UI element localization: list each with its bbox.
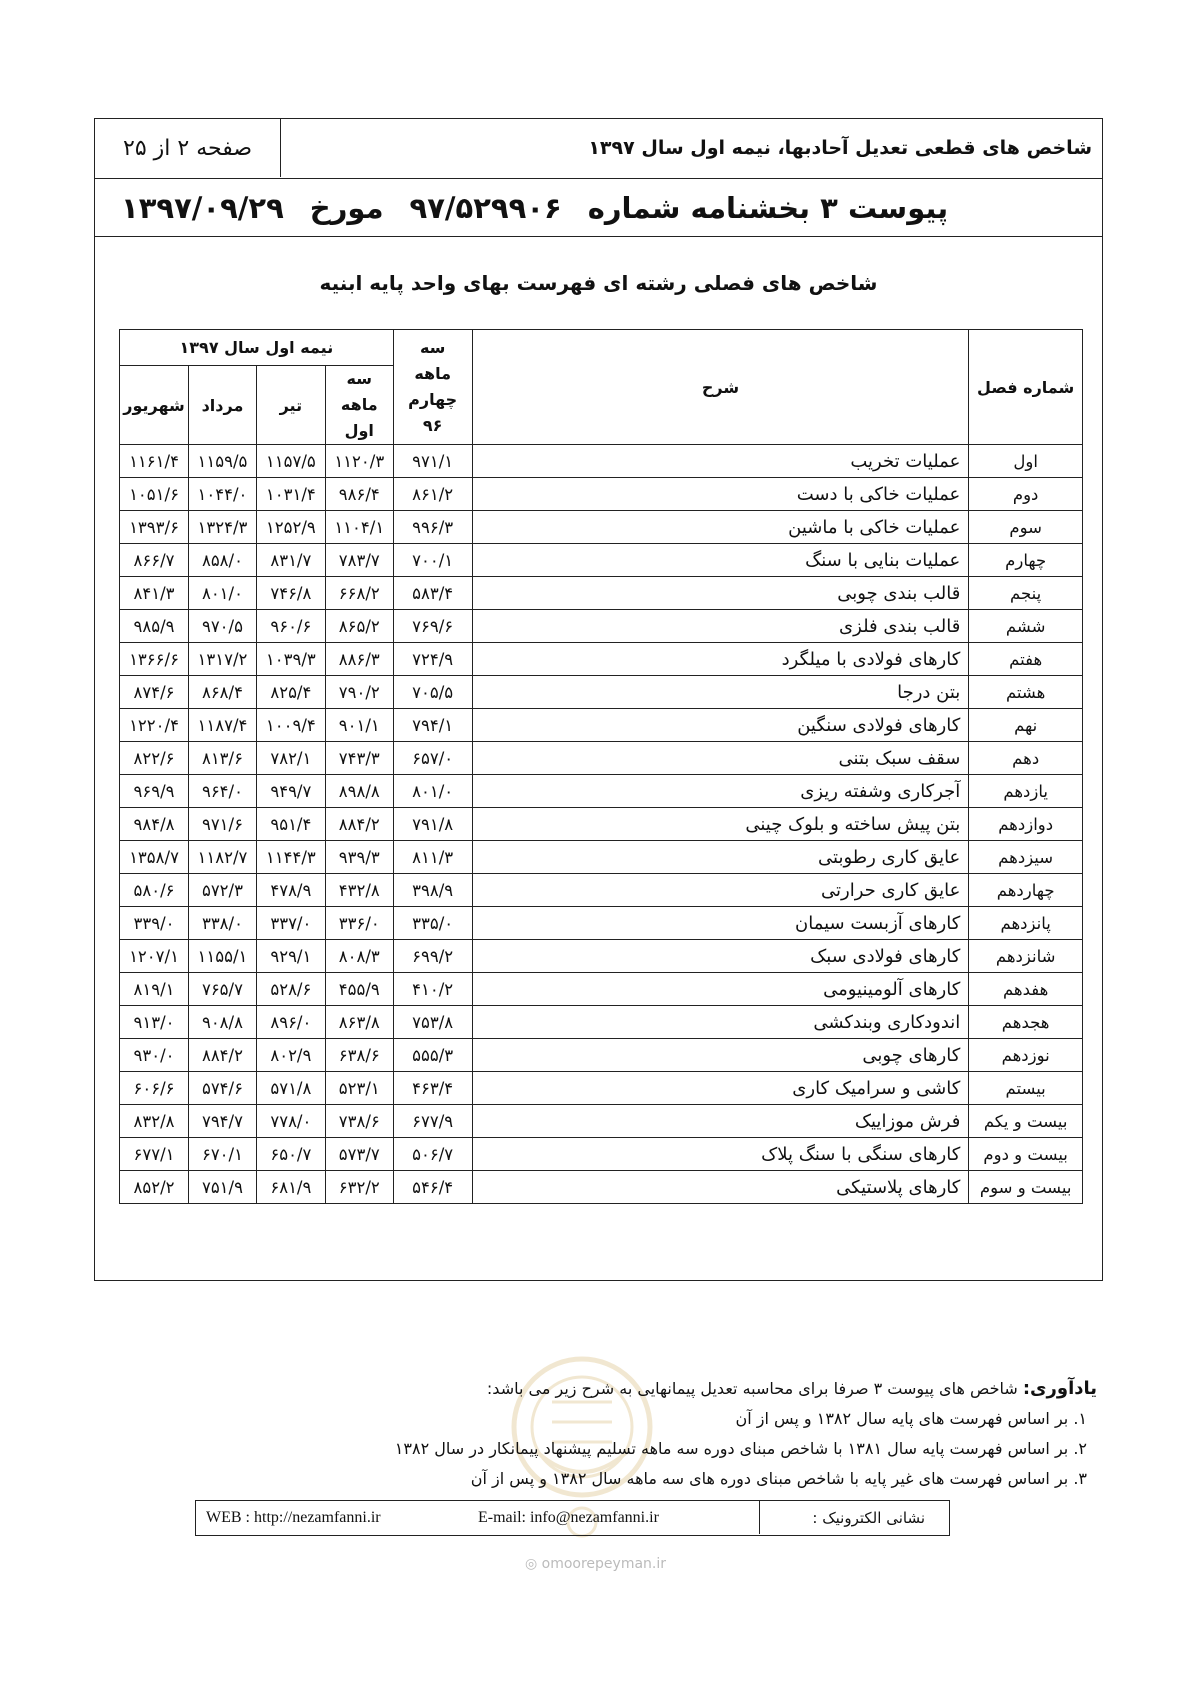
q4-96-cell: ۴۱۰/۲ bbox=[393, 973, 472, 1006]
mordad-cell: ۱۱۵۵/۱ bbox=[189, 940, 257, 973]
shahrivar-cell: ۹۸۴/۸ bbox=[120, 808, 189, 841]
header-q4-96-label: سه ماهه چهارم ۹۶ bbox=[408, 338, 458, 435]
mordad-cell: ۹۶۴/۰ bbox=[189, 775, 257, 808]
shahrivar-cell: ۹۶۹/۹ bbox=[120, 775, 189, 808]
chapter-number-cell: یازدهم bbox=[969, 775, 1083, 808]
header-row-annex bbox=[95, 179, 1102, 237]
q1-cell: ۵۷۳/۷ bbox=[325, 1138, 393, 1171]
q4-96-cell: ۴۶۳/۴ bbox=[393, 1072, 472, 1105]
q4-96-cell: ۷۹۴/۱ bbox=[393, 709, 472, 742]
shahrivar-cell: ۸۵۲/۲ bbox=[120, 1171, 189, 1204]
note-item: ۲. بر اساس فهرست پایه سال ۱۳۸۱ با شاخص مبنای دوره سه ماهه تسلیم پیشنهاد پیمانکار در سال ۱۳۸۲ bbox=[394, 1439, 1087, 1458]
shahrivar-cell: ۱۳۹۳/۶ bbox=[120, 511, 189, 544]
tir-cell: ۶۸۱/۹ bbox=[256, 1171, 325, 1204]
chapter-number-cell: سوم bbox=[969, 511, 1083, 544]
mordad-cell: ۷۶۵/۷ bbox=[189, 973, 257, 1006]
table-row bbox=[120, 610, 1083, 643]
chapter-number-cell: چهاردهم bbox=[969, 874, 1083, 907]
reminder-note bbox=[87, 1374, 1097, 1494]
q4-96-cell: ۵۸۳/۴ bbox=[393, 577, 472, 610]
q1-cell: ۵۲۳/۱ bbox=[325, 1072, 393, 1105]
page-frame bbox=[94, 118, 1103, 1281]
description-cell: عملیات بنایی با سنگ bbox=[472, 544, 969, 577]
tir-cell: ۱۱۴۴/۳ bbox=[256, 841, 325, 874]
annex-label: پیوست ۳ بخشنامه شماره bbox=[587, 190, 949, 225]
description-cell: کارهای پلاستیکی bbox=[472, 1171, 969, 1204]
table-row bbox=[120, 1138, 1083, 1171]
chapter-number-cell: سیزدهم bbox=[969, 841, 1083, 874]
chapter-number-cell: ششم bbox=[969, 610, 1083, 643]
description-cell: عایق کاری حرارتی bbox=[472, 874, 969, 907]
description-cell: بتن پیش ساخته و بلوک چینی bbox=[472, 808, 969, 841]
tir-cell: ۳۳۷/۰ bbox=[256, 907, 325, 940]
shahrivar-cell: ۶۰۶/۶ bbox=[120, 1072, 189, 1105]
shahrivar-cell: ۸۷۴/۶ bbox=[120, 676, 189, 709]
q4-96-cell: ۷۹۱/۸ bbox=[393, 808, 472, 841]
section-title: شاخص های فصلی رشته ای فهرست بهای واحد پایه ابنیه bbox=[319, 271, 878, 295]
table-row bbox=[120, 1006, 1083, 1039]
tir-cell: ۸۹۶/۰ bbox=[256, 1006, 325, 1039]
q4-96-cell: ۶۵۷/۰ bbox=[393, 742, 472, 775]
shahrivar-cell: ۸۱۹/۱ bbox=[120, 973, 189, 1006]
shahrivar-cell: ۶۷۷/۱ bbox=[120, 1138, 189, 1171]
table-row bbox=[120, 1072, 1083, 1105]
chapter-number-cell: بیست و دوم bbox=[969, 1138, 1083, 1171]
q1-cell: ۳۳۶/۰ bbox=[325, 907, 393, 940]
header-tir: تیر bbox=[256, 366, 325, 445]
tir-cell: ۸۳۱/۷ bbox=[256, 544, 325, 577]
description-cell: کارهای آزبست سیمان bbox=[472, 907, 969, 940]
chapter-number-cell: اول bbox=[969, 445, 1083, 478]
q1-cell: ۴۳۲/۸ bbox=[325, 874, 393, 907]
q1-cell: ۱۱۰۴/۱ bbox=[325, 511, 393, 544]
table-row bbox=[120, 1171, 1083, 1204]
table-row bbox=[120, 874, 1083, 907]
index-table bbox=[119, 329, 1083, 1204]
description-cell: آجرکاری وشفته ریزی bbox=[472, 775, 969, 808]
q4-96-cell: ۸۱۱/۳ bbox=[393, 841, 472, 874]
q4-96-cell: ۷۰۰/۱ bbox=[393, 544, 472, 577]
description-cell: قالب بندی چوبی bbox=[472, 577, 969, 610]
mordad-cell: ۱۱۸۷/۴ bbox=[189, 709, 257, 742]
description-cell: عملیات خاکی با دست bbox=[472, 478, 969, 511]
table-row bbox=[120, 940, 1083, 973]
description-cell: سقف سبک بتنی bbox=[472, 742, 969, 775]
q4-96-cell: ۵۵۵/۳ bbox=[393, 1039, 472, 1072]
description-cell: کارهای فولادی سنگین bbox=[472, 709, 969, 742]
mordad-cell: ۹۷۰/۵ bbox=[189, 610, 257, 643]
q1-cell: ۸۸۶/۳ bbox=[325, 643, 393, 676]
shahrivar-cell: ۵۸۰/۶ bbox=[120, 874, 189, 907]
mordad-cell: ۸۶۸/۴ bbox=[189, 676, 257, 709]
chapter-number-cell: دوازدهم bbox=[969, 808, 1083, 841]
q1-cell: ۶۳۲/۲ bbox=[325, 1171, 393, 1204]
tir-cell: ۱۱۵۷/۵ bbox=[256, 445, 325, 478]
tir-cell: ۴۷۸/۹ bbox=[256, 874, 325, 907]
table-row bbox=[120, 544, 1083, 577]
q1-cell: ۸۸۴/۲ bbox=[325, 808, 393, 841]
chapter-number-cell: بیست و یکم bbox=[969, 1105, 1083, 1138]
description-cell: فرش موزاییک bbox=[472, 1105, 969, 1138]
q1-cell: ۴۵۵/۹ bbox=[325, 973, 393, 1006]
tir-cell: ۱۲۵۲/۹ bbox=[256, 511, 325, 544]
q4-96-cell: ۹۷۱/۱ bbox=[393, 445, 472, 478]
mordad-cell: ۱۳۲۴/۳ bbox=[189, 511, 257, 544]
circular-date: ۱۳۹۷/۰۹/۲۹ bbox=[121, 190, 284, 225]
dated-label: مورخ bbox=[309, 190, 384, 225]
chapter-number-cell: دهم bbox=[969, 742, 1083, 775]
mordad-cell: ۱۳۱۷/۲ bbox=[189, 643, 257, 676]
tir-cell: ۵۲۸/۶ bbox=[256, 973, 325, 1006]
q1-cell: ۹۳۹/۳ bbox=[325, 841, 393, 874]
tir-cell: ۶۵۰/۷ bbox=[256, 1138, 325, 1171]
site-watermark-text: omoorepeyman.ir bbox=[541, 1556, 667, 1572]
table-row bbox=[120, 511, 1083, 544]
q1-cell: ۷۸۳/۷ bbox=[325, 544, 393, 577]
mordad-cell: ۳۳۸/۰ bbox=[189, 907, 257, 940]
header-chapter-no: شماره فصل bbox=[969, 330, 1083, 445]
shahrivar-cell: ۹۱۳/۰ bbox=[120, 1006, 189, 1039]
tir-cell: ۹۶۰/۶ bbox=[256, 610, 325, 643]
shahrivar-cell: ۱۲۲۰/۴ bbox=[120, 709, 189, 742]
table-row bbox=[120, 709, 1083, 742]
shahrivar-cell: ۱۱۶۱/۴ bbox=[120, 445, 189, 478]
header-shahrivar: شهریور bbox=[120, 366, 189, 445]
shahrivar-cell: ۱۰۵۱/۶ bbox=[120, 478, 189, 511]
q4-96-cell: ۷۶۹/۶ bbox=[393, 610, 472, 643]
chapter-number-cell: نوزدهم bbox=[969, 1039, 1083, 1072]
q1-cell: ۸۰۸/۳ bbox=[325, 940, 393, 973]
header-first-half: نیمه اول سال ۱۳۹۷ bbox=[120, 330, 394, 366]
circular-number: ۹۷/۵۲۹۹۰۶ bbox=[409, 190, 562, 225]
header-q1-label: سه ماهه اول bbox=[340, 369, 378, 440]
site-watermark: ◎ omoorepeyman.ir bbox=[524, 1556, 667, 1572]
header-mordad: مرداد bbox=[189, 366, 257, 445]
tir-cell: ۱۰۳۱/۴ bbox=[256, 478, 325, 511]
tir-cell: ۸۰۲/۹ bbox=[256, 1039, 325, 1072]
description-cell: قالب بندی فلزی bbox=[472, 610, 969, 643]
shahrivar-cell: ۸۴۱/۳ bbox=[120, 577, 189, 610]
table-row bbox=[120, 445, 1083, 478]
q4-96-cell: ۵۰۶/۷ bbox=[393, 1138, 472, 1171]
header-description: شرح bbox=[472, 330, 969, 445]
q4-96-cell: ۶۷۷/۹ bbox=[393, 1105, 472, 1138]
header-q4-96 bbox=[393, 330, 472, 445]
table-row bbox=[120, 808, 1083, 841]
contact-box bbox=[195, 1500, 950, 1536]
description-cell: عملیات تخریب bbox=[472, 445, 969, 478]
q4-96-cell: ۹۹۶/۳ bbox=[393, 511, 472, 544]
description-cell: کارهای آلومینیومی bbox=[472, 973, 969, 1006]
email-link[interactable]: E-mail: info@nezamfanni.ir bbox=[478, 1509, 659, 1526]
note-text: شاخص های پیوست ۳ صرفا برای محاسبه تعدیل پیمانهایی به شرح زیر می باشد: bbox=[486, 1379, 1018, 1398]
table-row bbox=[120, 742, 1083, 775]
table-row bbox=[120, 907, 1083, 940]
tir-cell: ۷۷۸/۰ bbox=[256, 1105, 325, 1138]
q1-cell: ۹۰۱/۱ bbox=[325, 709, 393, 742]
mordad-cell: ۸۱۳/۶ bbox=[189, 742, 257, 775]
mordad-cell: ۱۱۸۲/۷ bbox=[189, 841, 257, 874]
q4-96-cell: ۶۹۹/۲ bbox=[393, 940, 472, 973]
chapter-number-cell: هجدهم bbox=[969, 1006, 1083, 1039]
description-cell: عایق کاری رطوبتی bbox=[472, 841, 969, 874]
q1-cell: ۷۹۰/۲ bbox=[325, 676, 393, 709]
note-label: یادآوری: bbox=[1022, 1378, 1097, 1399]
table-row bbox=[120, 775, 1083, 808]
shahrivar-cell: ۸۲۲/۶ bbox=[120, 742, 189, 775]
mordad-cell: ۱۰۴۴/۰ bbox=[189, 478, 257, 511]
tir-cell: ۱۰۰۹/۴ bbox=[256, 709, 325, 742]
tir-cell: ۸۲۵/۴ bbox=[256, 676, 325, 709]
table-row bbox=[120, 478, 1083, 511]
mordad-cell: ۸۰۱/۰ bbox=[189, 577, 257, 610]
chapter-number-cell: هفدهم bbox=[969, 973, 1083, 1006]
tir-cell: ۷۴۶/۸ bbox=[256, 577, 325, 610]
q4-96-cell: ۳۳۵/۰ bbox=[393, 907, 472, 940]
website-link[interactable]: WEB : http://nezamfanni.ir bbox=[206, 1509, 381, 1526]
q4-96-cell: ۷۵۳/۸ bbox=[393, 1006, 472, 1039]
chapter-number-cell: بیست و سوم bbox=[969, 1171, 1083, 1204]
chapter-number-cell: شانزدهم bbox=[969, 940, 1083, 973]
chapter-number-cell: هشتم bbox=[969, 676, 1083, 709]
tir-cell: ۵۷۱/۸ bbox=[256, 1072, 325, 1105]
mordad-cell: ۸۸۴/۲ bbox=[189, 1039, 257, 1072]
tir-cell: ۱۰۳۹/۳ bbox=[256, 643, 325, 676]
q1-cell: ۷۳۸/۶ bbox=[325, 1105, 393, 1138]
table-row bbox=[120, 676, 1083, 709]
document-title: شاخص های قطعی تعدیل آحادبها، نیمه اول سال ۱۳۹۷ bbox=[588, 137, 1092, 159]
mordad-cell: ۱۱۵۹/۵ bbox=[189, 445, 257, 478]
mordad-cell: ۶۷۰/۱ bbox=[189, 1138, 257, 1171]
chapter-number-cell: پنجم bbox=[969, 577, 1083, 610]
table-body bbox=[120, 445, 1083, 1204]
mordad-cell: ۸۵۸/۰ bbox=[189, 544, 257, 577]
mordad-cell: ۷۵۱/۹ bbox=[189, 1171, 257, 1204]
description-cell: کارهای چوبی bbox=[472, 1039, 969, 1072]
header-row-top bbox=[95, 119, 1102, 179]
q4-96-cell: ۸۶۱/۲ bbox=[393, 478, 472, 511]
contact-label: نشانی الکترونیک : bbox=[759, 1501, 949, 1534]
shahrivar-cell: ۱۲۰۷/۱ bbox=[120, 940, 189, 973]
shahrivar-cell: ۱۳۶۶/۶ bbox=[120, 643, 189, 676]
note-item: ۳. بر اساس فهرست های غیر پایه با شاخص مبنای دوره های سه ماهه سال ۱۳۸۲ و پس از آن bbox=[470, 1469, 1087, 1488]
tir-cell: ۹۵۱/۴ bbox=[256, 808, 325, 841]
mordad-cell: ۹۰۸/۸ bbox=[189, 1006, 257, 1039]
q1-cell: ۷۴۳/۳ bbox=[325, 742, 393, 775]
chapter-number-cell: چهارم bbox=[969, 544, 1083, 577]
q4-96-cell: ۵۴۶/۴ bbox=[393, 1171, 472, 1204]
tir-cell: ۷۸۲/۱ bbox=[256, 742, 325, 775]
tir-cell: ۹۲۹/۱ bbox=[256, 940, 325, 973]
mordad-cell: ۵۷۴/۶ bbox=[189, 1072, 257, 1105]
table-row bbox=[120, 1039, 1083, 1072]
shahrivar-cell: ۱۳۵۸/۷ bbox=[120, 841, 189, 874]
mordad-cell: ۹۷۱/۶ bbox=[189, 808, 257, 841]
note-item: ۱. بر اساس فهرست های پایه سال ۱۳۸۲ و پس از آن bbox=[735, 1409, 1087, 1428]
q1-cell: ۸۶۵/۲ bbox=[325, 610, 393, 643]
chapter-number-cell: پانزدهم bbox=[969, 907, 1083, 940]
q4-96-cell: ۷۰۵/۵ bbox=[393, 676, 472, 709]
q1-cell: ۸۹۸/۸ bbox=[325, 775, 393, 808]
shahrivar-cell: ۳۳۹/۰ bbox=[120, 907, 189, 940]
tir-cell: ۹۴۹/۷ bbox=[256, 775, 325, 808]
note-intro bbox=[87, 1374, 1097, 1404]
q4-96-cell: ۸۰۱/۰ bbox=[393, 775, 472, 808]
shahrivar-cell: ۸۶۶/۷ bbox=[120, 544, 189, 577]
table-row bbox=[120, 841, 1083, 874]
table-row bbox=[120, 973, 1083, 1006]
mordad-cell: ۷۹۴/۷ bbox=[189, 1105, 257, 1138]
q1-cell: ۸۶۳/۸ bbox=[325, 1006, 393, 1039]
table-row bbox=[120, 643, 1083, 676]
chapter-number-cell: نهم bbox=[969, 709, 1083, 742]
description-cell: عملیات خاکی با ماشین bbox=[472, 511, 969, 544]
description-cell: کارهای فولادی سبک bbox=[472, 940, 969, 973]
q4-96-cell: ۳۹۸/۹ bbox=[393, 874, 472, 907]
q1-cell: ۱۱۲۰/۳ bbox=[325, 445, 393, 478]
mordad-cell: ۵۷۲/۳ bbox=[189, 874, 257, 907]
q1-cell: ۶۶۸/۲ bbox=[325, 577, 393, 610]
q1-cell: ۶۳۸/۶ bbox=[325, 1039, 393, 1072]
shahrivar-cell: ۹۳۰/۰ bbox=[120, 1039, 189, 1072]
shahrivar-cell: ۹۸۵/۹ bbox=[120, 610, 189, 643]
description-cell: کارهای سنگی با سنگ پلاک bbox=[472, 1138, 969, 1171]
description-cell: کارهای فولادی با میلگرد bbox=[472, 643, 969, 676]
q1-cell: ۹۸۶/۴ bbox=[325, 478, 393, 511]
table-row bbox=[120, 577, 1083, 610]
chapter-number-cell: هفتم bbox=[969, 643, 1083, 676]
description-cell: بتن درجا bbox=[472, 676, 969, 709]
header-q1 bbox=[325, 366, 393, 445]
chapter-number-cell: دوم bbox=[969, 478, 1083, 511]
description-cell: اندودکاری وبندکشی bbox=[472, 1006, 969, 1039]
shahrivar-cell: ۸۳۲/۸ bbox=[120, 1105, 189, 1138]
q4-96-cell: ۷۲۴/۹ bbox=[393, 643, 472, 676]
chapter-number-cell: بیستم bbox=[969, 1072, 1083, 1105]
table-row bbox=[120, 1105, 1083, 1138]
description-cell: کاشی و سرامیک کاری bbox=[472, 1072, 969, 1105]
page-info: صفحه ۲ از ۲۵ bbox=[95, 119, 281, 177]
